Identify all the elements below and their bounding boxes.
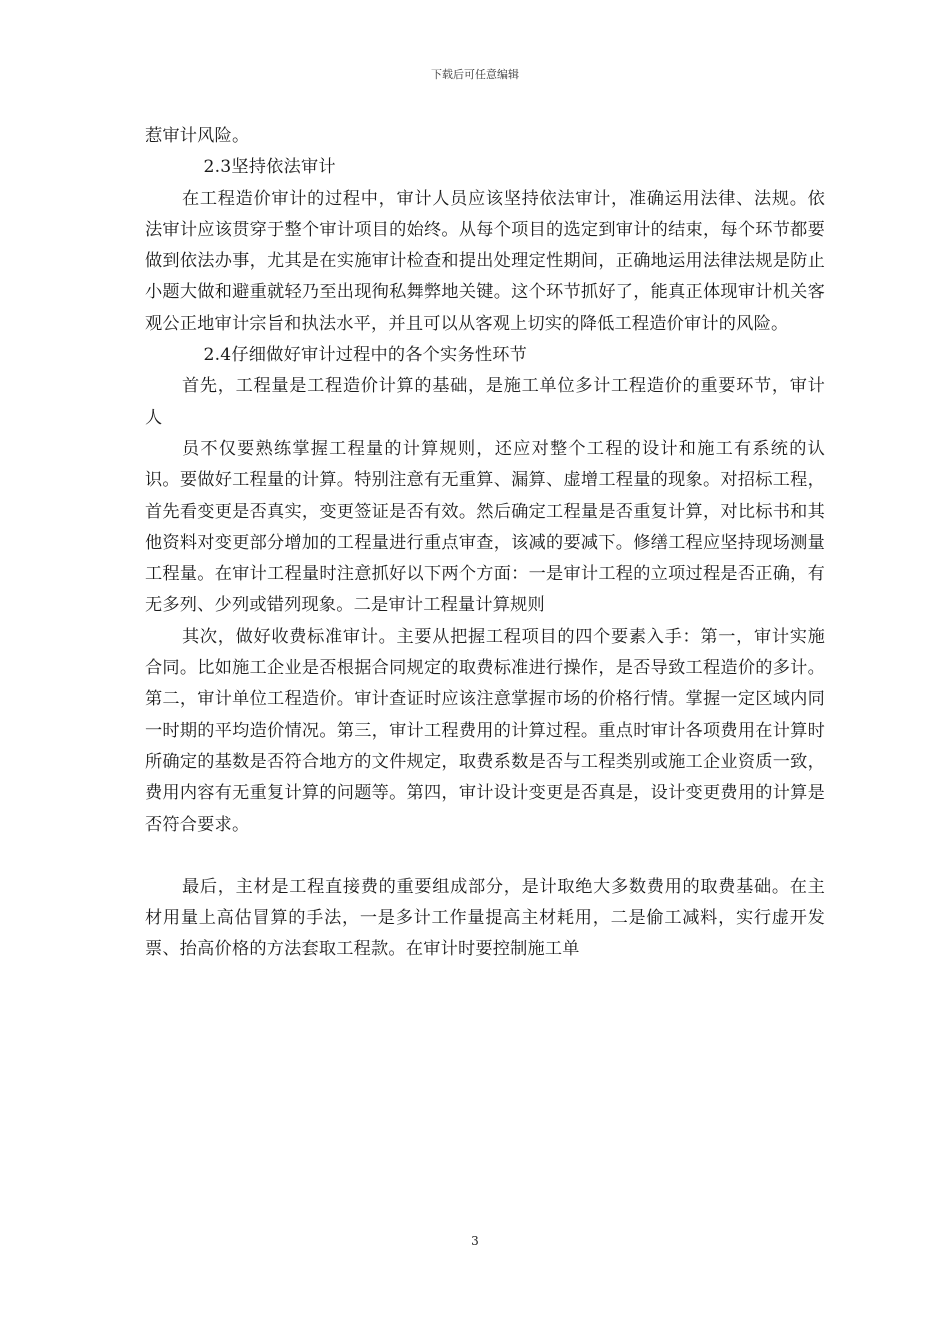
paragraph: 在工程造价审计的过程中，审计人员应该坚持依法审计，准确运用法律、法规。依法审计应该贯穿于整个审计项目的始终。从每个项目的选定到审计的结束，每个环节都要做到依法办事，尤其是在实施审计检查和提出处理定性期间，正确地运用法律法规是防止小题大做和避重就轻乃至出现徇私舞弊地关键。这个环节抓好了，能真正体现审计机关客观公正地审计宗旨和执法水平，并且可以从客观上切实的降低工程造价审计的风险。 xyxy=(145,188,825,334)
page-number: 3 xyxy=(471,1234,479,1248)
paragraph: 首先，工程量是工程造价计算的基础，是施工单位多计工程造价的重要环节，审计人 xyxy=(145,376,825,428)
paragraph: 最后，主材是工程直接费的重要组成部分，是计取绝大多数费用的取费基础。在主材用量上高估冒算的手法，一是多计工作量提高主材耗用，二是偷工减料，实行虚开发票、抬高价格的方法套取工程款。在审计时要控制施工单 xyxy=(145,876,825,960)
page-header: 下载后可任意编辑 xyxy=(431,68,519,81)
paragraph: 员不仅要熟练掌握工程量的计算规则，还应对整个工程的设计和施工有系统的认识。要做好工程量的计算。特别注意有无重算、漏算、虚增工程量的现象。对招标工程，首先看变更是否真实，变更签证是否有效。然后确定工程量是否重复计算，对比标书和其他资料对变更部分增加的工程量进行重点审查，该减的要减下。修缮工程应坚持现场测量工程量。在审计工程量时注意抓好以下两个方面：一是审计工程的立项过程是否正确，有无多列、少列或错列现象。二是审计工程量计算规则 xyxy=(145,438,825,616)
section-heading-2-4: 2.4仔细做好审计过程中的各个实务性环节 xyxy=(203,345,527,366)
paragraph: 其次，做好收费标准审计。主要从把握工程项目的四个要素入手：第一，审计实施合同。比如施工企业是否根据合同规定的取费标准进行操作，是否导致工程造价的多计。第二，审计单位工程造价。审计查证时应该注意掌握市场的价格行情。掌握一定区域内同一时期的平均造价情况。第三，审计工程费用的计算过程。重点时审计各项费用在计算时所确定的基数是否符合地方的文件规定，取费系数是否与工程类别或施工企业资质一致，费用内容有无重复计算的问题等。第四，审计设计变更是否真是，设计变更费用的计算是否符合要求。 xyxy=(145,626,825,835)
document-body xyxy=(145,121,825,966)
paragraph-continuation: 惹审计风险。 xyxy=(145,126,250,146)
section-heading-2-3: 2.3坚持依法审计 xyxy=(203,157,336,178)
